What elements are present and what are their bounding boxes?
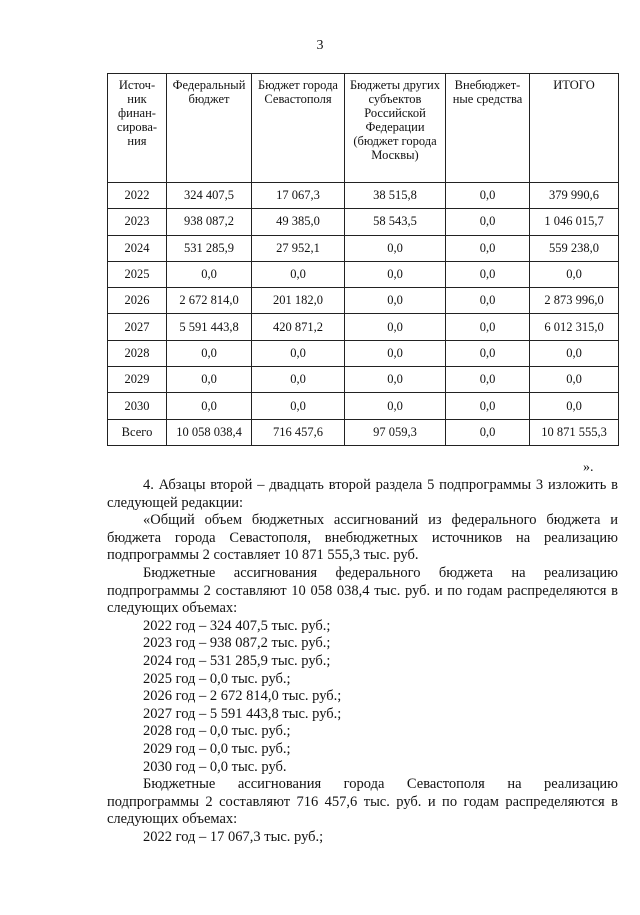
table-cell: 0,0 [345, 314, 446, 340]
table-cell: 420 871,2 [252, 314, 345, 340]
paragraph-amendment: 4. Абзацы второй – двадцать второй раздела 5 подпрограммы 3 изложить в следующей редакции: [107, 477, 618, 511]
table-cell: 531 285,9 [167, 235, 252, 261]
table-cell: 1 046 015,7 [530, 209, 619, 235]
table-cell: 5 591 443,8 [167, 314, 252, 340]
list-item: 2026 год – 2 672 814,0 тыс. руб.; [143, 688, 342, 705]
table-cell: 0,0 [345, 235, 446, 261]
closing-quote: ». [583, 460, 594, 475]
table-cell: 0,0 [252, 393, 345, 419]
table-cell: 0,0 [446, 314, 530, 340]
header-federal-budget: Федеральный бюджет [167, 74, 252, 183]
table-cell: 49 385,0 [252, 209, 345, 235]
table-row [108, 367, 619, 393]
table-cell: 17 067,3 [252, 183, 345, 209]
paragraph-total-volume: «Общий объем бюджетных ассигнований из федерального бюджета и бюджета города Севастополя, внебюджетных источников на реализацию подпрограммы 2 составляет 10 871 555,3 тыс. руб. [107, 512, 618, 564]
table-cell: 0,0 [446, 288, 530, 314]
body-text [107, 477, 618, 846]
table-cell: 0,0 [345, 340, 446, 366]
list-item: 2022 год – 324 407,5 тыс. руб.; [143, 617, 331, 634]
list-item: 2029 год – 0,0 тыс. руб.; [143, 740, 291, 757]
table-cell: 379 990,6 [530, 183, 619, 209]
table-cell: 0,0 [446, 183, 530, 209]
list-item: 2027 год – 5 591 443,8 тыс. руб.; [143, 705, 342, 722]
table-cell: 0,0 [530, 340, 619, 366]
table-cell: 0,0 [446, 340, 530, 366]
table-cell: 0,0 [252, 261, 345, 287]
table-cell: 2027 [108, 314, 167, 340]
table-header-row [108, 74, 619, 183]
table-row [108, 209, 619, 235]
table-cell: 0,0 [345, 288, 446, 314]
table-row [108, 261, 619, 287]
table-row [108, 288, 619, 314]
table-row-total [108, 419, 619, 445]
table-cell: 0,0 [446, 393, 530, 419]
financing-table [107, 73, 619, 446]
table-cell: 2026 [108, 288, 167, 314]
table-row [108, 314, 619, 340]
table-cell: 10 058 038,4 [167, 419, 252, 445]
table-cell: 0,0 [345, 261, 446, 287]
table-cell: 2029 [108, 367, 167, 393]
table-cell: 58 543,5 [345, 209, 446, 235]
paragraph-city-allocation: Бюджетные ассигнования города Севастополя на реализацию подпрограммы 2 составляют 716 457,6 тыс. руб. и по годам распределяются в следующих объемах: [107, 776, 618, 828]
table-cell: 201 182,0 [252, 288, 345, 314]
table-cell: 0,0 [530, 261, 619, 287]
table-cell: 0,0 [345, 393, 446, 419]
table-cell: 0,0 [530, 367, 619, 393]
table-cell: 0,0 [252, 367, 345, 393]
list-item: 2022 год – 17 067,3 тыс. руб.; [143, 828, 324, 845]
table-cell: 938 087,2 [167, 209, 252, 235]
table-cell: 0,0 [530, 393, 619, 419]
table-cell: 0,0 [446, 209, 530, 235]
table-cell: 0,0 [446, 367, 530, 393]
header-extrabudgetary: Внебюджет- ные средства [446, 74, 530, 183]
list-item: 2024 год – 531 285,9 тыс. руб.; [143, 652, 331, 669]
table-cell: 0,0 [167, 261, 252, 287]
table-cell: 0,0 [167, 367, 252, 393]
table-cell: 2 672 814,0 [167, 288, 252, 314]
table-cell: 10 871 555,3 [530, 419, 619, 445]
table-cell: 2023 [108, 209, 167, 235]
header-other-subjects-budget: Бюджеты других субъектов Российской Федерации (бюджет города Москвы) [345, 74, 446, 183]
list-item: 2025 год – 0,0 тыс. руб.; [143, 670, 291, 687]
table-cell: 0,0 [252, 340, 345, 366]
table-cell: 559 238,0 [530, 235, 619, 261]
table-cell: 324 407,5 [167, 183, 252, 209]
paragraph-federal-allocation: Бюджетные ассигнования федерального бюджета на реализацию подпрограммы 2 составляют 10 058 038,4 тыс. руб. и по годам распределяются в следующих объемах: [107, 564, 618, 617]
table-cell: 38 515,8 [345, 183, 446, 209]
table-row [108, 393, 619, 419]
table-cell: 2 873 996,0 [530, 288, 619, 314]
table-cell: 716 457,6 [252, 419, 345, 445]
table-cell: 2025 [108, 261, 167, 287]
table-cell: 0,0 [446, 261, 530, 287]
table-cell: 27 952,1 [252, 235, 345, 261]
list-item: 2028 год – 0,0 тыс. руб.; [143, 723, 291, 740]
header-sevastopol-budget: Бюджет города Севастополя [252, 74, 345, 183]
table-row [108, 340, 619, 366]
table-row [108, 235, 619, 261]
table-cell: 0,0 [446, 419, 530, 445]
table-cell: Всего [108, 419, 167, 445]
table-cell: 2022 [108, 183, 167, 209]
table-cell: 6 012 315,0 [530, 314, 619, 340]
table-cell: 2024 [108, 235, 167, 261]
header-total: ИТОГО [530, 74, 619, 183]
table-cell: 0,0 [167, 340, 252, 366]
list-item: 2023 год – 938 087,2 тыс. руб.; [143, 635, 331, 652]
table-cell: 97 059,3 [345, 419, 446, 445]
table-cell: 0,0 [446, 235, 530, 261]
page-number: 3 [316, 38, 324, 53]
table-cell: 0,0 [167, 393, 252, 419]
table-cell: 0,0 [345, 367, 446, 393]
header-source: Источ- ник финан- сирова- ния [108, 74, 167, 183]
list-item: 2030 год – 0,0 тыс. руб. [143, 758, 287, 775]
table-cell: 2028 [108, 340, 167, 366]
table-cell: 2030 [108, 393, 167, 419]
table-row [108, 183, 619, 209]
